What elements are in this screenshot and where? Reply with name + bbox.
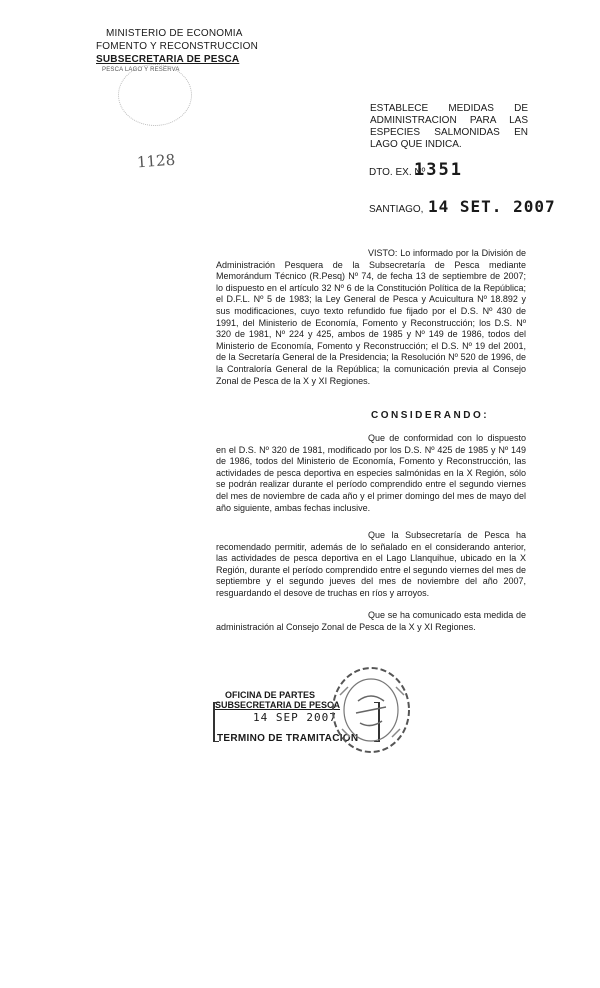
handwritten-margin-number: 1128	[136, 150, 176, 172]
decree-number: 1351	[414, 160, 463, 180]
stamp-status-label: TERMINO DE TRAMITACION	[217, 733, 359, 744]
stamp-date: 14 SEP 2007	[253, 711, 337, 724]
visto-paragraph: VISTO: Lo informado por la División de Administración Pesquera de la Subsecretaría de Pesca mediante Memorándum Técnico (R.Pesq) Nº 74, de fecha 13 de septiembre de 2007; lo dispuesto en el artículo 32 Nº 6 de la Constitución Política de la República; el D.F.L. Nº 5 de 1983; la Ley General de Pesca y Acuicultura Nº 18.892 y sus modificaciones, cuyo texto refundido fue fijado por el D.S. Nº 430 de 1991, del Ministerio de Economía, Fomento y Reconstrucción; los D.S. Nº 320 de 1981, Nº 224 y 425, ambos de 1985 y Nº 149 de 1986, todos del Ministerio de Economía, Fomento y Reconstrucción; el D.S. Nº 19 del 2001, de la Secretaría General de la Presidencia; la Resolución Nº 520 de 1996, de la Contraloría General de la República; la comunicación previa al Consejo Zonal de Pesca de la X y XI Regiones.	[216, 248, 526, 386]
ministry-subtitle: FOMENTO Y RECONSTRUCCION	[96, 41, 259, 52]
considerando-paragraph: Que la Subsecretaría de Pesca ha recomendado permitir, además de lo señalado en el considerando anterior, las actividades de pesca deportiva en el Lago Llanquihue, ubicado en la X Región, durante el período comprendido entre el segundo viernes del mes de septiembre y el segundo jueves del mes de noviembre del año 2007, resguardando el desove de truchas en ríos y arroyos.	[216, 530, 526, 598]
department-name: SUBSECRETARIA DE PESCA	[96, 54, 240, 65]
faded-seal-mark	[118, 64, 192, 126]
considerando-paragraph: Que se ha comunicado esta medida de administración al Consejo Zonal de Pesca de la X y XI Regiones.	[216, 610, 526, 632]
date-value: 14 SET. 2007	[428, 197, 556, 216]
ministry-name: MINISTERIO DE ECONOMIA	[106, 28, 243, 39]
considerando-paragraph: Que de conformidad con lo dispuesto en el D.S. Nº 320 de 1981, modificado por los D.S. Nº 425 de 1985 y Nº 149 de 1986, todos del Ministerio de Economía, Fomento y Reconstrucción, las actividades de pesca deportiva en especies salmónidas en la X Región, sólo se podrán realizar durante el período comprendido entre el segundo viernes del mes de noviembre de cada año y el primer domingo del mes de mayo del año siguiente, ambas fechas inclusive.	[216, 433, 526, 513]
considerando-heading: CONSIDERANDO:	[371, 410, 490, 421]
stamp-department-label: SUBSECRETARIA DE PESCA	[215, 700, 341, 710]
unit-name: PESCA LAGO Y RESERVA	[102, 67, 180, 73]
date-city: SANTIAGO,	[369, 204, 424, 215]
official-round-seal	[330, 665, 412, 755]
decree-number-label: DTO. EX. Nº	[369, 167, 426, 178]
stamp-office-label: OFICINA DE PARTES	[225, 690, 316, 700]
decree-subject: ESTABLECE MEDIDAS DE ADMINISTRACION PARA LAS ESPECIES SALMONIDAS EN LAGO QUE INDICA.	[370, 103, 528, 150]
